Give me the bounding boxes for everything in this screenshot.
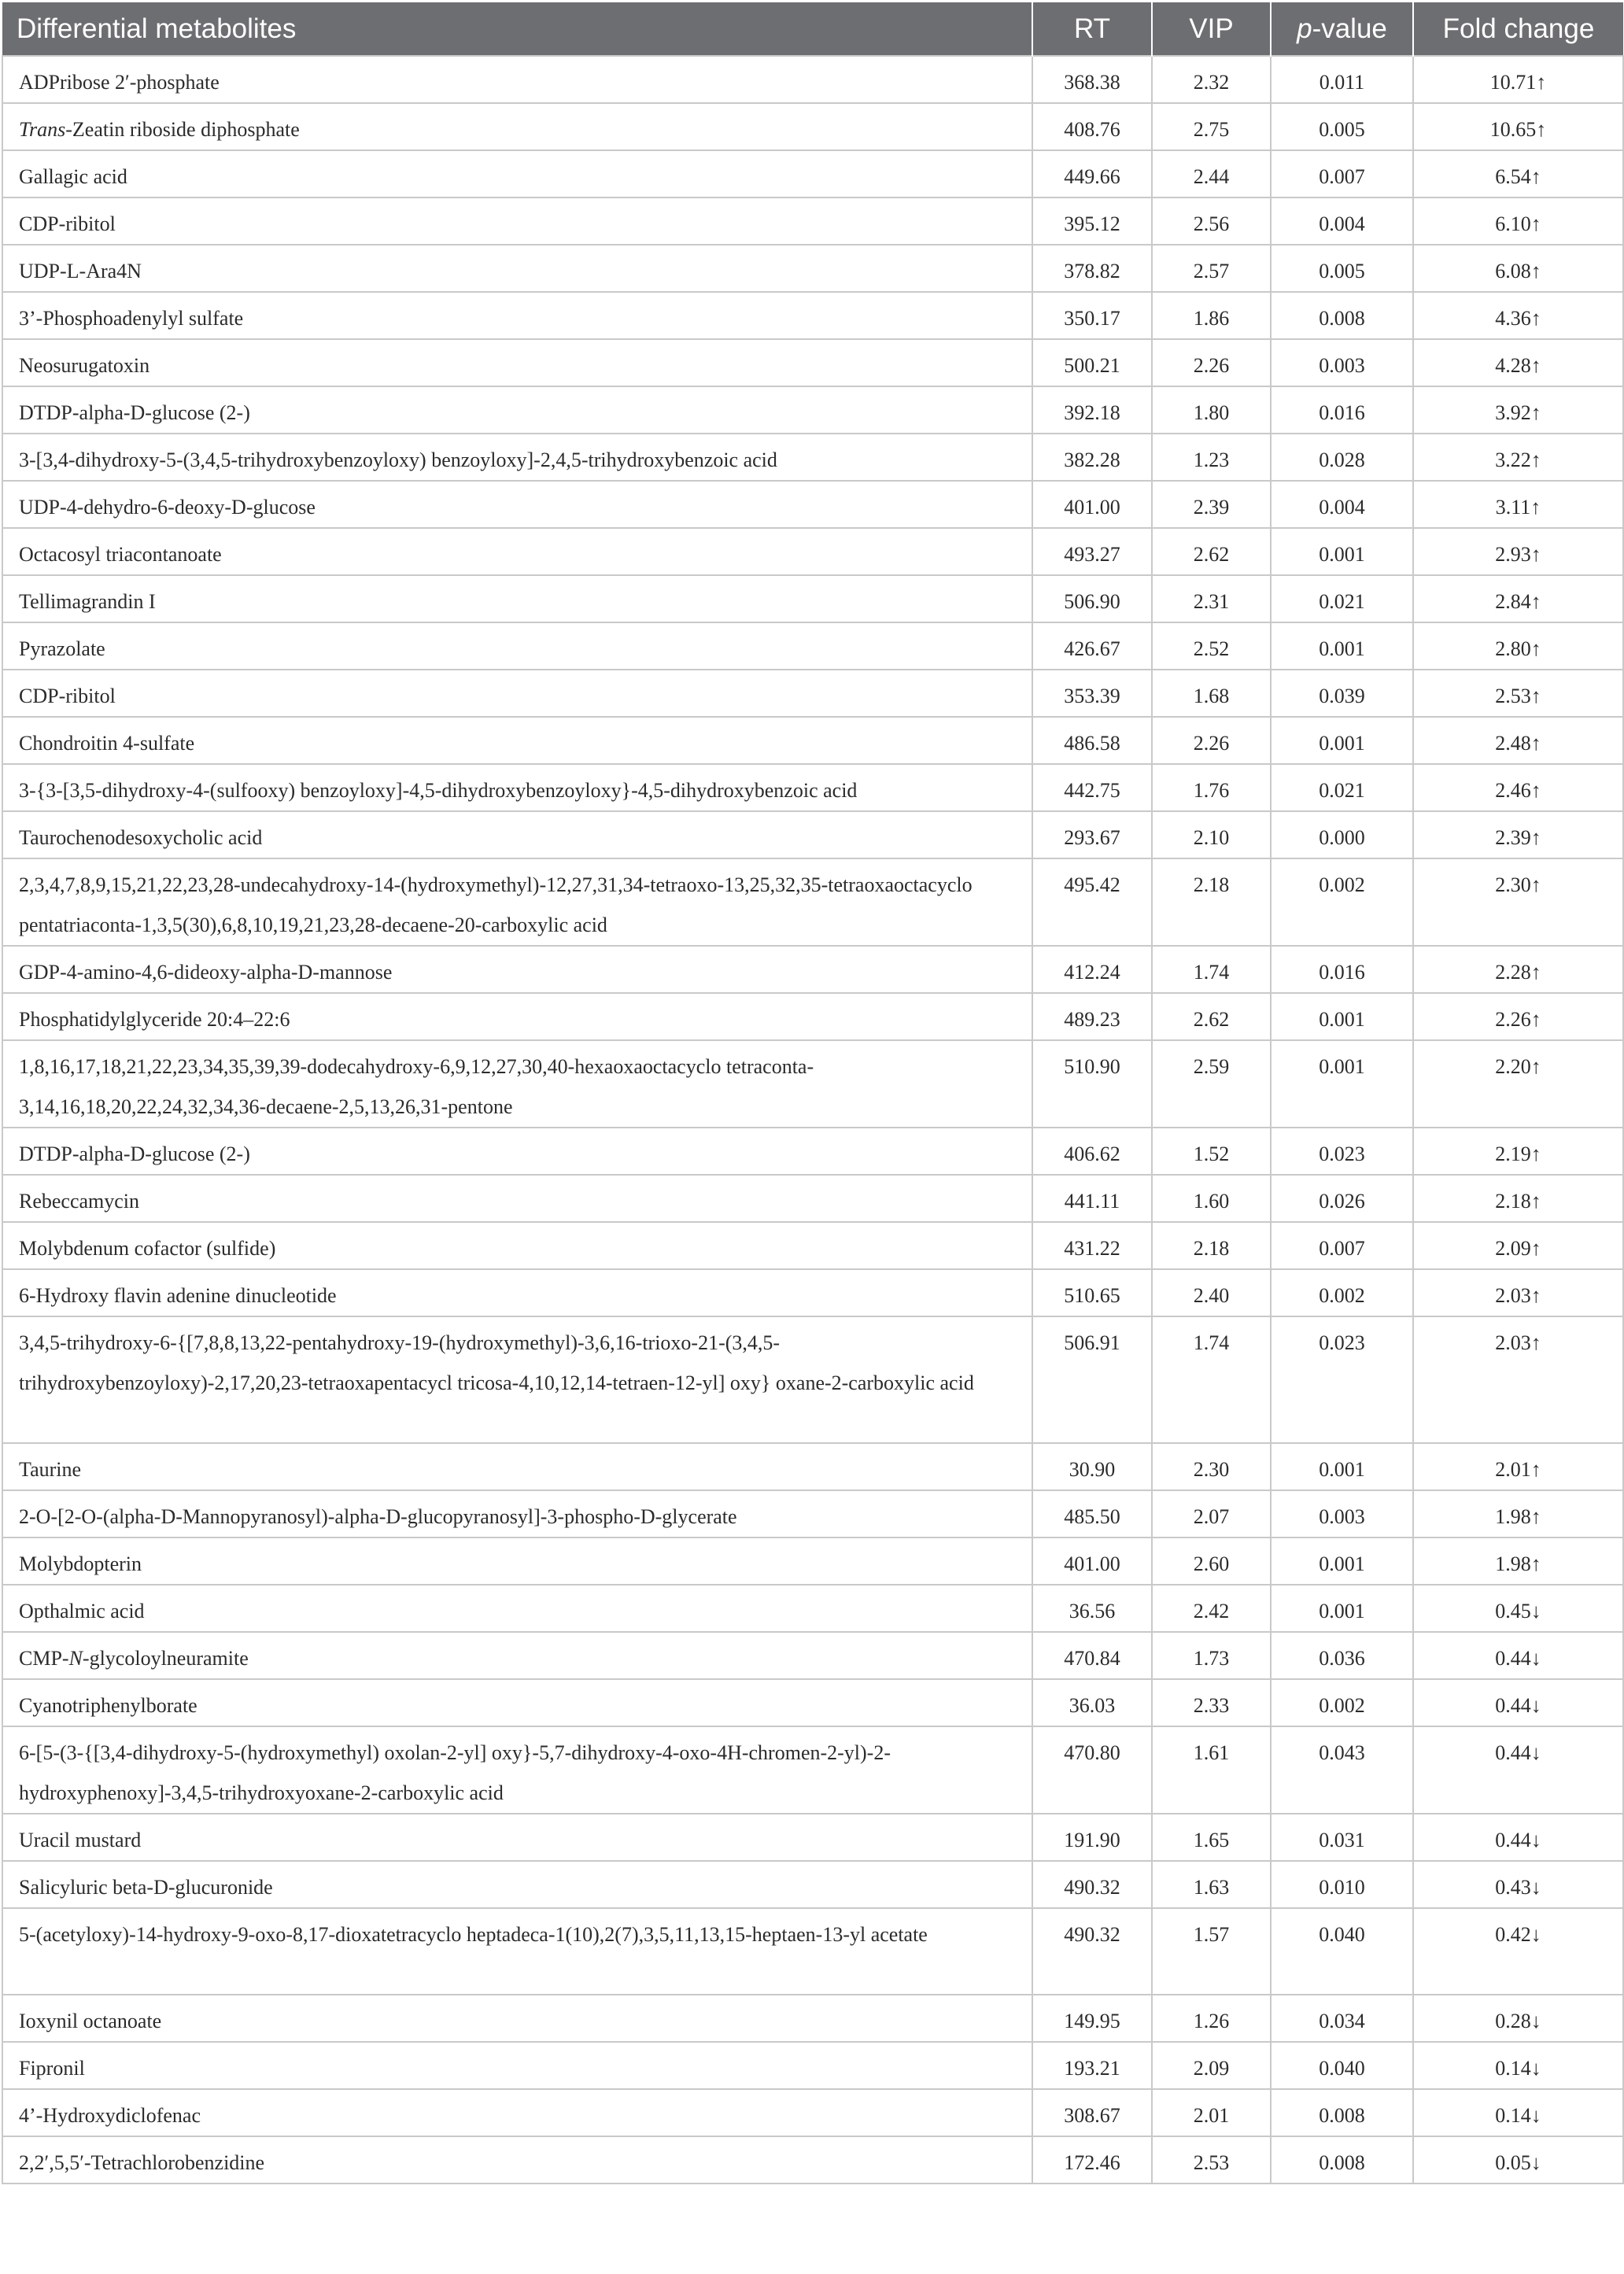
rt-value: 490.32 (1032, 1861, 1152, 1908)
p-value: 0.043 (1271, 1726, 1413, 1814)
fold-change-value: 0.28↓ (1413, 1995, 1623, 2042)
rt-value: 149.95 (1032, 1995, 1152, 2042)
metabolite-name-pre: Tellimagrandin I (19, 590, 156, 613)
p-value: 0.021 (1271, 764, 1413, 811)
fold-change-value: 2.19↑ (1413, 1128, 1623, 1175)
rt-value: 495.42 (1032, 858, 1152, 946)
fold-change-value: 0.43↓ (1413, 1861, 1623, 1908)
rt-value: 395.12 (1032, 197, 1152, 245)
metabolite-name (2, 858, 1032, 946)
metabolite-name-pre: Chondroitin 4-sulfate (19, 732, 195, 755)
vip-value: 2.39 (1152, 481, 1271, 528)
metabolite-name (2, 197, 1032, 245)
metabolite-name (2, 2042, 1032, 2089)
vip-value: 2.75 (1152, 103, 1271, 150)
metabolite-name (2, 1585, 1032, 1632)
p-value: 0.001 (1271, 1585, 1413, 1632)
rt-value: 350.17 (1032, 292, 1152, 339)
fold-change-value: 2.46↑ (1413, 764, 1623, 811)
p-value: 0.016 (1271, 946, 1413, 993)
table-row (2, 1995, 1623, 2042)
metabolite-name (2, 1632, 1032, 1679)
header-vip: VIP (1152, 2, 1271, 56)
metabolite-name (2, 103, 1032, 150)
metabolite-name-pre: 3’-Phosphoadenylyl sulfate (19, 307, 244, 330)
metabolite-name-pre: Cyanotriphenylborate (19, 1694, 197, 1717)
metabolite-name (2, 1490, 1032, 1538)
table-row (2, 528, 1623, 575)
rt-value: 510.90 (1032, 1040, 1152, 1128)
table-row (2, 1175, 1623, 1222)
metabolite-name-pre: 3-{3-[3,5-dihydroxy-4-(sulfooxy) benzoyloxy]-4,5-dihydroxybenzoyloxy}-4,5-dihydroxybenzoic acid (19, 779, 858, 802)
vip-value: 2.18 (1152, 858, 1271, 946)
metabolite-name-ital: Trans (19, 118, 66, 141)
p-value: 0.026 (1271, 1175, 1413, 1222)
metabolite-name (2, 292, 1032, 339)
p-value: 0.005 (1271, 245, 1413, 292)
header-metabolites: Differential metabolites (2, 2, 1032, 56)
fold-change-value: 2.26↑ (1413, 993, 1623, 1040)
metabolite-name (2, 1908, 1032, 1995)
metabolite-name-pre: 3,4,5-trihydroxy-6-{[7,8,8,13,22-pentahydroxy-19-(hydroxymethyl)-3,6,16-trioxo-21-(3,4,5-trihydroxybenzoyloxy)-2,17,20,23-tetraoxapentacycl tricosa-4,10,12,14-tetraen-12-yl] oxy} oxane-2-carboxylic acid (19, 1331, 974, 1394)
rt-value: 441.11 (1032, 1175, 1152, 1222)
metabolite-name (2, 481, 1032, 528)
metabolite-name (2, 339, 1032, 386)
fold-change-value: 1.98↑ (1413, 1490, 1623, 1538)
rt-value: 506.91 (1032, 1316, 1152, 1443)
table-row (2, 481, 1623, 528)
metabolite-name-pre: Molybdenum cofactor (sulfide) (19, 1237, 276, 1260)
table-row (2, 575, 1623, 622)
fold-change-value: 2.80↑ (1413, 622, 1623, 670)
rt-value: 193.21 (1032, 2042, 1152, 2089)
fold-change-value: 6.10↑ (1413, 197, 1623, 245)
rt-value: 486.58 (1032, 717, 1152, 764)
rt-value: 412.24 (1032, 946, 1152, 993)
rt-value: 493.27 (1032, 528, 1152, 575)
table-row (2, 1128, 1623, 1175)
metabolite-name (2, 2089, 1032, 2136)
rt-value: 510.65 (1032, 1269, 1152, 1316)
metabolite-name-pre: CDP-ribitol (19, 212, 116, 235)
fold-change-value: 2.18↑ (1413, 1175, 1623, 1222)
table-row (2, 717, 1623, 764)
vip-value: 2.30 (1152, 1443, 1271, 1490)
table-row (2, 858, 1623, 946)
vip-value: 2.07 (1152, 1490, 1271, 1538)
vip-value: 2.31 (1152, 575, 1271, 622)
fold-change-value: 2.53↑ (1413, 670, 1623, 717)
metabolite-name-ital: N (68, 1647, 83, 1670)
p-value: 0.000 (1271, 811, 1413, 858)
metabolite-name (2, 150, 1032, 197)
fold-change-value: 2.03↑ (1413, 1316, 1623, 1443)
fold-change-value: 6.54↑ (1413, 150, 1623, 197)
table-row (2, 1861, 1623, 1908)
metabolite-name (2, 56, 1032, 103)
metabolite-name (2, 528, 1032, 575)
table-row (2, 339, 1623, 386)
p-value: 0.008 (1271, 2136, 1413, 2184)
metabolite-name-pre: CMP- (19, 1647, 69, 1670)
metabolite-name-pre: Uracil mustard (19, 1829, 142, 1851)
p-value: 0.039 (1271, 670, 1413, 717)
vip-value: 1.57 (1152, 1908, 1271, 1995)
p-value: 0.003 (1271, 1490, 1413, 1538)
fold-change-value: 2.03↑ (1413, 1269, 1623, 1316)
fold-change-value: 2.84↑ (1413, 575, 1623, 622)
metabolite-name-pre: 2-O-[2-O-(alpha-D-Mannopyranosyl)-alpha-D-glucopyranosyl]-3-phospho-D-glycerate (19, 1505, 737, 1528)
table-row (2, 1908, 1623, 1995)
fold-change-value: 2.30↑ (1413, 858, 1623, 946)
vip-value: 1.68 (1152, 670, 1271, 717)
header-fold-change: Fold change (1413, 2, 1623, 56)
table-row (2, 1316, 1623, 1443)
metabolite-name-pre: 6-Hydroxy flavin adenine dinucleotide (19, 1284, 337, 1307)
p-value: 0.008 (1271, 2089, 1413, 2136)
fold-change-value: 0.44↓ (1413, 1632, 1623, 1679)
rt-value: 470.80 (1032, 1726, 1152, 1814)
vip-value: 1.76 (1152, 764, 1271, 811)
metabolite-name (2, 575, 1032, 622)
metabolite-name (2, 434, 1032, 481)
rt-value: 378.82 (1032, 245, 1152, 292)
rt-value: 490.32 (1032, 1908, 1152, 1995)
table-row (2, 811, 1623, 858)
table-row (2, 386, 1623, 434)
metabolite-name (2, 670, 1032, 717)
fold-change-value: 6.08↑ (1413, 245, 1623, 292)
p-value: 0.028 (1271, 434, 1413, 481)
fold-change-value: 2.39↑ (1413, 811, 1623, 858)
p-value: 0.002 (1271, 1269, 1413, 1316)
metabolite-name (2, 946, 1032, 993)
vip-value: 1.23 (1152, 434, 1271, 481)
vip-value: 2.52 (1152, 622, 1271, 670)
table-row (2, 292, 1623, 339)
vip-value: 1.60 (1152, 1175, 1271, 1222)
vip-value: 2.09 (1152, 2042, 1271, 2089)
table-header (2, 2, 1623, 56)
p-value: 0.001 (1271, 528, 1413, 575)
p-value: 0.016 (1271, 386, 1413, 434)
vip-value: 1.73 (1152, 1632, 1271, 1679)
p-value: 0.036 (1271, 1632, 1413, 1679)
table-row (2, 150, 1623, 197)
p-value: 0.001 (1271, 1040, 1413, 1128)
table-row (2, 764, 1623, 811)
metabolite-name-pre: Ioxynil octanoate (19, 2010, 162, 2032)
vip-value: 2.44 (1152, 150, 1271, 197)
table-row (2, 2089, 1623, 2136)
fold-change-value: 10.65↑ (1413, 103, 1623, 150)
fold-change-value: 1.98↑ (1413, 1538, 1623, 1585)
vip-value: 1.63 (1152, 1861, 1271, 1908)
vip-value: 1.74 (1152, 946, 1271, 993)
vip-value: 2.59 (1152, 1040, 1271, 1128)
vip-value: 1.26 (1152, 1995, 1271, 2042)
rt-value: 431.22 (1032, 1222, 1152, 1269)
metabolite-name (2, 2136, 1032, 2184)
rt-value: 191.90 (1032, 1814, 1152, 1861)
metabolite-name (2, 1443, 1032, 1490)
rt-value: 449.66 (1032, 150, 1152, 197)
p-value: 0.021 (1271, 575, 1413, 622)
vip-value: 1.65 (1152, 1814, 1271, 1861)
vip-value: 2.10 (1152, 811, 1271, 858)
metabolite-name (2, 386, 1032, 434)
table-row (2, 1679, 1623, 1726)
p-value: 0.004 (1271, 481, 1413, 528)
metabolite-name (2, 1222, 1032, 1269)
fold-change-value: 3.11↑ (1413, 481, 1623, 528)
vip-value: 2.26 (1152, 339, 1271, 386)
rt-value: 401.00 (1032, 481, 1152, 528)
rt-value: 506.90 (1032, 575, 1152, 622)
fold-change-value: 0.14↓ (1413, 2042, 1623, 2089)
metabolite-name (2, 717, 1032, 764)
table-row (2, 1222, 1623, 1269)
fold-change-value: 3.22↑ (1413, 434, 1623, 481)
p-value: 0.005 (1271, 103, 1413, 150)
table-row (2, 56, 1623, 103)
rt-value: 36.56 (1032, 1585, 1152, 1632)
metabolite-name-pre: UDP-4-dehydro-6-deoxy-D-glucose (19, 496, 316, 519)
rt-value: 30.90 (1032, 1443, 1152, 1490)
header-rt: RT (1032, 2, 1152, 56)
table-row (2, 103, 1623, 150)
metabolite-name-pre: 5-(acetyloxy)-14-hydroxy-9-oxo-8,17-dioxatetracyclo heptadeca-1(10),2(7),3,5,11,13,15-heptaen-13-yl acetate (19, 1923, 928, 1946)
vip-value: 2.42 (1152, 1585, 1271, 1632)
rt-value: 172.46 (1032, 2136, 1152, 2184)
table-row (2, 1490, 1623, 1538)
vip-value: 2.60 (1152, 1538, 1271, 1585)
fold-change-value: 10.71↑ (1413, 56, 1623, 103)
header-p-italic: p (1297, 13, 1312, 44)
p-value: 0.004 (1271, 197, 1413, 245)
metabolite-name-pre: 1,8,16,17,18,21,22,23,34,35,39,39-dodecahydroxy-6,9,12,27,30,40-hexaoxaoctacyclo tetraconta-3,14,16,18,20,22,24,32,34,36-decaene-2,5,13,26,31-pentone (19, 1055, 814, 1118)
p-value: 0.034 (1271, 1995, 1413, 2042)
vip-value: 1.52 (1152, 1128, 1271, 1175)
rt-value: 368.38 (1032, 56, 1152, 103)
rt-value: 353.39 (1032, 670, 1152, 717)
metabolite-name-pre: Pyrazolate (19, 637, 105, 660)
rt-value: 382.28 (1032, 434, 1152, 481)
table-row (2, 1726, 1623, 1814)
metabolite-name-pre: 2,3,4,7,8,9,15,21,22,23,28-undecahydroxy-14-(hydroxymethyl)-12,27,31,34-tetraoxo-13,25,32,35-tetraoxaoctacyclo pentatriaconta-1,3,5(30),6,8,10,19,21,23,28-decaene-20-carboxylic acid (19, 873, 973, 936)
rt-value: 470.84 (1032, 1632, 1152, 1679)
p-value: 0.002 (1271, 858, 1413, 946)
table-row (2, 1814, 1623, 1861)
table-row (2, 1269, 1623, 1316)
metabolite-name-pre: Opthalmic acid (19, 1600, 145, 1622)
metabolite-name (2, 1814, 1032, 1861)
metabolite-name (2, 1269, 1032, 1316)
p-value: 0.001 (1271, 1538, 1413, 1585)
metabolite-name-pre: 3-[3,4-dihydroxy-5-(3,4,5-trihydroxybenzoyloxy) benzoyloxy]-2,4,5-trihydroxybenzoic acid (19, 449, 777, 471)
metabolite-name-pre: Taurine (19, 1458, 82, 1481)
rt-value: 36.03 (1032, 1679, 1152, 1726)
metabolite-name-pre: CDP-ribitol (19, 685, 116, 707)
p-value: 0.002 (1271, 1679, 1413, 1726)
vip-value: 1.86 (1152, 292, 1271, 339)
table-row (2, 2042, 1623, 2089)
metabolite-name (2, 1995, 1032, 2042)
metabolite-name (2, 811, 1032, 858)
metabolite-name (2, 245, 1032, 292)
table-row (2, 946, 1623, 993)
fold-change-value: 2.93↑ (1413, 528, 1623, 575)
metabolite-name-pre: Salicyluric beta-D-glucuronide (19, 1876, 273, 1899)
table-row (2, 1538, 1623, 1585)
vip-value: 2.01 (1152, 2089, 1271, 2136)
rt-value: 489.23 (1032, 993, 1152, 1040)
vip-value: 1.74 (1152, 1316, 1271, 1443)
vip-value: 2.18 (1152, 1222, 1271, 1269)
p-value: 0.023 (1271, 1128, 1413, 1175)
rt-value: 500.21 (1032, 339, 1152, 386)
fold-change-value: 0.42↓ (1413, 1908, 1623, 1995)
vip-value: 2.32 (1152, 56, 1271, 103)
fold-change-value: 4.28↑ (1413, 339, 1623, 386)
p-value: 0.001 (1271, 622, 1413, 670)
metabolite-name (2, 1726, 1032, 1814)
rt-value: 293.67 (1032, 811, 1152, 858)
p-value: 0.003 (1271, 339, 1413, 386)
metabolite-name-pre: Molybdopterin (19, 1552, 142, 1575)
vip-value: 2.33 (1152, 1679, 1271, 1726)
table-row (2, 670, 1623, 717)
vip-value: 2.57 (1152, 245, 1271, 292)
fold-change-value: 0.45↓ (1413, 1585, 1623, 1632)
table-row (2, 993, 1623, 1040)
metabolite-name-pre: Neosurugatoxin (19, 354, 150, 377)
vip-value: 2.62 (1152, 993, 1271, 1040)
fold-change-value: 0.05↓ (1413, 2136, 1623, 2184)
metabolite-name-pre: Octacosyl triacontanoate (19, 543, 222, 566)
table-body (2, 56, 1623, 2184)
vip-value: 2.56 (1152, 197, 1271, 245)
metabolite-name (2, 1538, 1032, 1585)
fold-change-value: 3.92↑ (1413, 386, 1623, 434)
p-value: 0.031 (1271, 1814, 1413, 1861)
table-row (2, 1443, 1623, 1490)
metabolites-table (2, 2, 1624, 2184)
rt-value: 408.76 (1032, 103, 1152, 150)
rt-value: 485.50 (1032, 1490, 1152, 1538)
p-value: 0.007 (1271, 1222, 1413, 1269)
fold-change-value: 2.28↑ (1413, 946, 1623, 993)
vip-value: 1.80 (1152, 386, 1271, 434)
p-value: 0.011 (1271, 56, 1413, 103)
vip-value: 1.61 (1152, 1726, 1271, 1814)
metabolite-name-pre: 6-[5-(3-{[3,4-dihydroxy-5-(hydroxymethyl) oxolan-2-yl] oxy}-5,7-dihydroxy-4-oxo-4H-chromen-2-yl)-2-hydroxyphenoxy]-3,4,5-trihydroxyoxane-2-carboxylic acid (19, 1741, 891, 1804)
p-value: 0.023 (1271, 1316, 1413, 1443)
table-row (2, 245, 1623, 292)
vip-value: 2.26 (1152, 717, 1271, 764)
metabolite-name-pre: Phosphatidylglyceride 20:4–22:6 (19, 1008, 290, 1031)
fold-change-value: 2.01↑ (1413, 1443, 1623, 1490)
p-value: 0.001 (1271, 993, 1413, 1040)
table-row (2, 1585, 1623, 1632)
table-row (2, 622, 1623, 670)
metabolite-name-pre: Rebeccamycin (19, 1190, 140, 1213)
metabolite-name-pre: Gallagic acid (19, 165, 127, 188)
metabolite-name (2, 1316, 1032, 1443)
metabolite-name-pre: DTDP-alpha-D-glucose (2-) (19, 401, 250, 424)
p-value: 0.010 (1271, 1861, 1413, 1908)
vip-value: 2.62 (1152, 528, 1271, 575)
fold-change-value: 2.20↑ (1413, 1040, 1623, 1128)
metabolite-name (2, 622, 1032, 670)
metabolite-name-pre: Fipronil (19, 2057, 85, 2080)
metabolite-name-pre: DTDP-alpha-D-glucose (2-) (19, 1143, 250, 1165)
metabolite-name-pre: Taurochenodesoxycholic acid (19, 826, 263, 849)
header-p-suffix: -value (1312, 13, 1387, 44)
rt-value: 401.00 (1032, 1538, 1152, 1585)
header-row (2, 2, 1623, 56)
metabolite-name-pre: ADPribose 2′-phosphate (19, 71, 220, 94)
vip-value: 2.53 (1152, 2136, 1271, 2184)
vip-value: 2.40 (1152, 1269, 1271, 1316)
metabolite-name-pre: GDP-4-amino-4,6-dideoxy-alpha-D-mannose (19, 961, 393, 984)
table-row (2, 434, 1623, 481)
metabolite-name-post: -Zeatin riboside diphosphate (65, 118, 300, 141)
rt-value: 392.18 (1032, 386, 1152, 434)
metabolite-name (2, 764, 1032, 811)
rt-value: 308.67 (1032, 2089, 1152, 2136)
table-row (2, 2136, 1623, 2184)
p-value: 0.001 (1271, 717, 1413, 764)
fold-change-value: 0.44↓ (1413, 1726, 1623, 1814)
metabolite-name (2, 1040, 1032, 1128)
metabolite-name (2, 1175, 1032, 1222)
table-row (2, 1040, 1623, 1128)
metabolite-name (2, 1679, 1032, 1726)
fold-change-value: 2.48↑ (1413, 717, 1623, 764)
p-value: 0.040 (1271, 2042, 1413, 2089)
fold-change-value: 0.44↓ (1413, 1814, 1623, 1861)
table-row (2, 1632, 1623, 1679)
fold-change-value: 0.44↓ (1413, 1679, 1623, 1726)
p-value: 0.001 (1271, 1443, 1413, 1490)
p-value: 0.007 (1271, 150, 1413, 197)
metabolite-name-pre: UDP-L-Ara4N (19, 260, 142, 282)
rt-value: 426.67 (1032, 622, 1152, 670)
rt-value: 442.75 (1032, 764, 1152, 811)
fold-change-value: 0.14↓ (1413, 2089, 1623, 2136)
metabolite-name-pre: 4’-Hydroxydiclofenac (19, 2104, 201, 2127)
metabolite-name-pre: 2,2′,5,5′-Tetrachlorobenzidine (19, 2151, 265, 2174)
fold-change-value: 4.36↑ (1413, 292, 1623, 339)
p-value: 0.008 (1271, 292, 1413, 339)
header-p-value (1271, 2, 1413, 56)
fold-change-value: 2.09↑ (1413, 1222, 1623, 1269)
rt-value: 406.62 (1032, 1128, 1152, 1175)
metabolite-name-post: -glycoloylneuramite (82, 1647, 249, 1670)
table-row (2, 197, 1623, 245)
metabolite-name (2, 1128, 1032, 1175)
metabolite-name (2, 1861, 1032, 1908)
metabolite-name (2, 993, 1032, 1040)
p-value: 0.040 (1271, 1908, 1413, 1995)
